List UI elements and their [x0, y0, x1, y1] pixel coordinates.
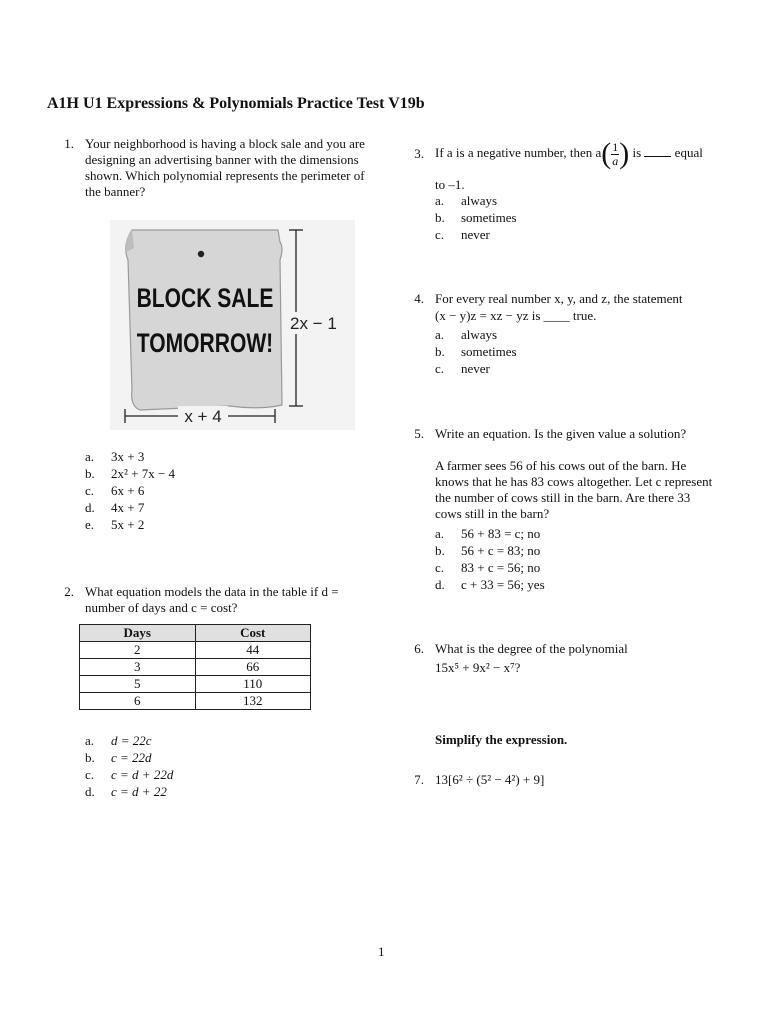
table-row: [80, 642, 311, 659]
option-3b[interactable]: [435, 209, 517, 226]
question-3-text-end: equal: [674, 145, 703, 160]
table-cell: 2: [80, 642, 196, 659]
option-letter: b.: [435, 344, 445, 359]
question-5-number: 5.: [414, 426, 424, 441]
table-row: [80, 659, 311, 676]
height-label: 2x − 1: [290, 314, 337, 333]
option-2d[interactable]: [85, 783, 173, 800]
question-3-text-before: If a is a negative number, then a: [435, 145, 602, 160]
right-paren: ): [619, 137, 630, 171]
option-5b[interactable]: [435, 542, 545, 559]
question-6-polynomial: 15x⁵ + 9x² − x⁷?: [435, 660, 521, 675]
page-title: A1H U1 Expressions & Polynomials Practice Test V19b: [47, 95, 425, 112]
option-text: never: [461, 227, 490, 242]
page-number: 1: [378, 944, 385, 959]
option-text: never: [461, 361, 490, 376]
table-header-row: [80, 625, 311, 642]
question-4-number: 4.: [414, 291, 424, 306]
answer-blank: [644, 146, 671, 157]
question-2-options: [85, 732, 173, 800]
option-letter: c.: [435, 560, 445, 575]
fraction-denominator: a: [612, 153, 619, 168]
question-7-number: 7.: [414, 772, 424, 787]
question-4-line-1: For every real number x, y, and z, the statement: [435, 291, 683, 306]
banner-figure: [110, 220, 355, 430]
option-5c[interactable]: [435, 559, 545, 576]
banner-pin: [198, 251, 204, 257]
question-3-text-after: is: [632, 145, 642, 160]
fraction-numerator: 1: [612, 139, 619, 154]
option-text: c = d + 22d: [111, 767, 174, 782]
banner-line-1: BLOCK SALE: [136, 283, 274, 314]
option-letter: c.: [435, 227, 445, 242]
option-3a[interactable]: [435, 192, 517, 209]
banner-line-2: TOMORROW!: [136, 328, 274, 359]
option-4c[interactable]: [435, 360, 517, 377]
table-header-cost: Cost: [195, 625, 311, 642]
option-letter: e.: [85, 517, 95, 532]
option-5d[interactable]: [435, 576, 545, 593]
option-text: always: [461, 193, 498, 208]
option-letter: d.: [85, 500, 95, 515]
option-2a[interactable]: [85, 732, 173, 749]
question-1-text: Your neighborhood is having a block sale and you are designing an advertising banner with the dimensions shown. Which polynomial represents the perimeter of the banner?: [85, 136, 365, 199]
option-1a[interactable]: [85, 448, 175, 465]
option-text: 56 + c = 83; no: [461, 543, 541, 558]
table-header-days: Days: [80, 625, 196, 642]
question-5-text: Write an equation. Is the given value a solution?: [435, 426, 687, 441]
banner-paper: [126, 230, 282, 410]
table-cell: 6: [80, 693, 196, 710]
question-3-number: 3.: [414, 146, 424, 161]
question-4-line-2: (x − y)z = xz − yz is ____ true.: [435, 308, 597, 323]
option-letter: b.: [435, 543, 445, 558]
question-5-options: [435, 525, 545, 593]
question-6-number: 6.: [414, 641, 424, 656]
table-row: [80, 693, 311, 710]
question-7-expression: 13[6² ÷ (5² − 4²) + 9]: [435, 772, 545, 787]
question-6-text: What is the degree of the polynomial: [435, 641, 628, 656]
option-text: 4x + 7: [111, 500, 145, 515]
option-text: 6x + 6: [111, 483, 145, 498]
question-1-options: [85, 448, 175, 533]
option-1b[interactable]: [85, 465, 175, 482]
width-label: x + 4: [184, 407, 222, 426]
option-text: sometimes: [461, 210, 517, 225]
question-3-line-2: to –1.: [435, 177, 465, 192]
option-2b[interactable]: [85, 749, 173, 766]
option-letter: a.: [435, 193, 445, 208]
question-4-options: [435, 326, 517, 377]
option-letter: c.: [85, 767, 95, 782]
question-2-number: 2.: [64, 584, 74, 599]
table-cell: 5: [80, 676, 196, 693]
option-text: sometimes: [461, 344, 517, 359]
table-cell: 66: [195, 659, 311, 676]
option-text: 3x + 3: [111, 449, 145, 464]
option-4b[interactable]: [435, 343, 517, 360]
question-1-number: 1.: [64, 136, 74, 151]
option-text: 2x² + 7x − 4: [111, 466, 176, 481]
option-letter: c.: [85, 483, 95, 498]
option-text: d = 22c: [111, 733, 152, 748]
option-1e[interactable]: [85, 516, 175, 533]
table-cell: 3: [80, 659, 196, 676]
option-1c[interactable]: [85, 482, 175, 499]
left-paren: (: [601, 137, 612, 171]
option-letter: a.: [435, 327, 445, 342]
option-text: c + 33 = 56; yes: [461, 577, 545, 592]
option-letter: b.: [85, 750, 95, 765]
option-text: c = 22d: [111, 750, 152, 765]
table-cell: 132: [195, 693, 311, 710]
option-letter: d.: [435, 577, 445, 592]
option-letter: a.: [85, 733, 95, 748]
table-cell: 44: [195, 642, 311, 659]
table-cell: 110: [195, 676, 311, 693]
option-text: always: [461, 327, 498, 342]
option-letter: b.: [435, 210, 445, 225]
question-3-line-1: [435, 136, 703, 170]
question-3-options: [435, 192, 517, 243]
option-text: 5x + 2: [111, 517, 145, 532]
option-letter: d.: [85, 784, 95, 799]
option-2c[interactable]: [85, 766, 173, 783]
days-cost-table: [79, 624, 311, 710]
option-5a[interactable]: [435, 525, 545, 542]
option-text: c = d + 22: [111, 784, 167, 799]
option-letter: b.: [85, 466, 95, 481]
option-3c[interactable]: [435, 226, 517, 243]
option-text: 83 + c = 56; no: [461, 560, 541, 575]
option-4a[interactable]: [435, 326, 517, 343]
question-2-text: What equation models the data in the table if d = number of days and c = cost?: [85, 584, 339, 615]
option-1d[interactable]: [85, 499, 175, 516]
option-letter: c.: [435, 361, 445, 376]
option-text: 56 + 83 = c; no: [461, 526, 541, 541]
table-row: [80, 676, 311, 693]
section-heading: Simplify the expression.: [435, 732, 568, 747]
option-letter: a.: [435, 526, 445, 541]
option-letter: a.: [85, 449, 95, 464]
question-5-scenario: A farmer sees 56 of his cows out of the barn. He knows that he has 83 cows altogether. Let c represent the number of cows still in the barn. Are there 33 cows still in the barn?: [435, 458, 713, 521]
